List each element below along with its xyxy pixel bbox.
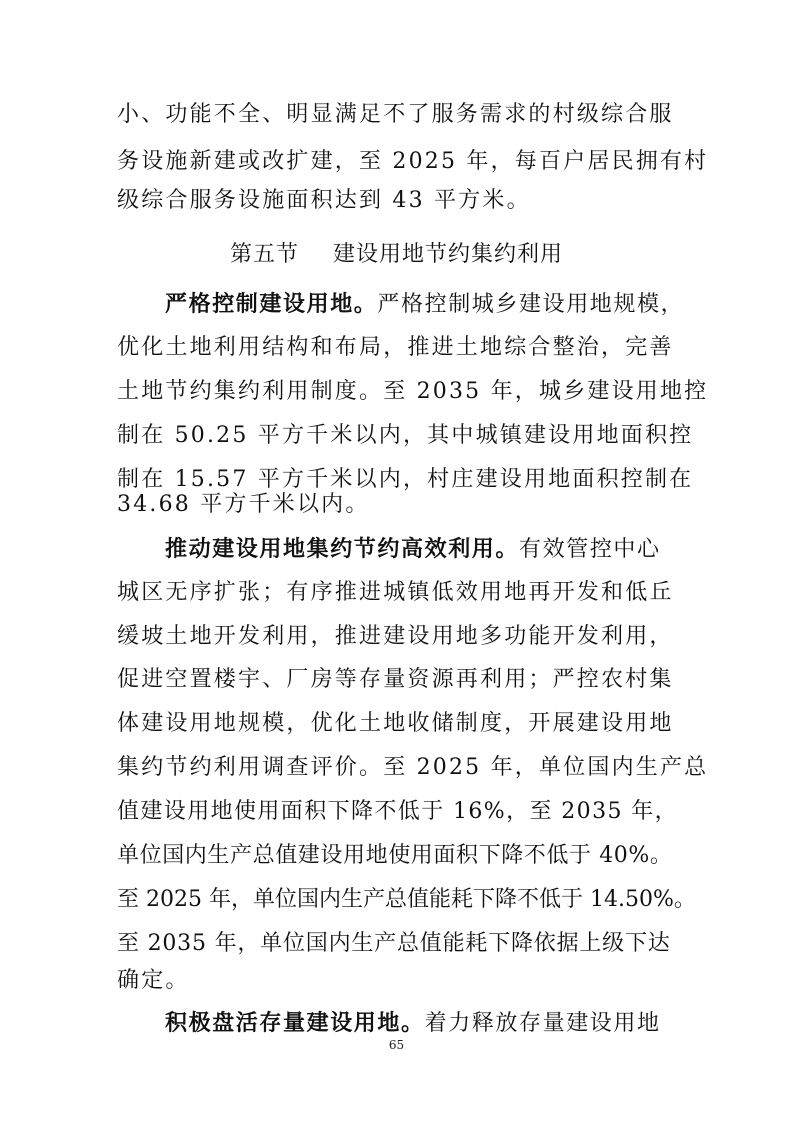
paragraph-first-line <box>165 289 684 320</box>
paragraph-line: 至 2035 年，单位国内生产总值能耗下降依据上级下达 <box>117 931 671 956</box>
paragraph-text: 着力释放存量建设用地 <box>424 1011 661 1036</box>
page-number: 65 <box>388 1038 405 1052</box>
paragraph-lead-bold: 积极盘活存量建设用地。 <box>165 1010 425 1036</box>
paragraph-line: 值建设用地使用面积下降不低于 16%，至 2035 年， <box>117 799 679 824</box>
paragraph-lead-bold: 推动建设用地集约节约高效利用。 <box>165 536 520 562</box>
paragraph-line: 级综合服务设施面积达到 43 平方米。 <box>117 188 531 213</box>
paragraph-first-line <box>165 1008 661 1039</box>
section-heading <box>230 240 563 270</box>
paragraph-line: 缓坡土地开发利用，推进建设用地多功能开发利用， <box>117 624 674 649</box>
paragraph-first-line <box>165 534 661 565</box>
paragraph-line: 34.68 平方千米以内。 <box>117 492 370 517</box>
paragraph-line: 优化土地利用结构和布局，推进土地综合整治，完善 <box>117 335 674 360</box>
paragraph-text: 有效管控中心 <box>519 537 661 562</box>
paragraph-line: 制在 50.25 平方千米以内，其中城镇建设用地面积控 <box>117 423 694 448</box>
paragraph-line: 体建设用地规模，优化土地收储制度，开展建设用地 <box>117 711 674 736</box>
section-number: 第五节 <box>230 242 300 267</box>
paragraph-line: 至 2025 年，单位国内生产总值能耗下降不低于 14.50%。 <box>117 887 696 912</box>
paragraph-line: 确定。 <box>117 968 190 993</box>
paragraph-line: 务设施新建或改扩建，至 2025 年，每百户居民拥有村 <box>117 149 709 174</box>
paragraph-text: 严格控制城乡建设用地规模， <box>377 292 685 317</box>
section-title: 建设用地节约集约利用 <box>333 242 564 267</box>
paragraph-line: 促进空置楼宇、厂房等存量资源再利用；严控农村集 <box>117 667 674 692</box>
paragraph-line: 土地节约集约利用制度。至 2035 年，城乡建设用地控 <box>117 379 709 404</box>
paragraph-line: 小、功能不全、明显满足不了服务需求的村级综合服 <box>117 102 674 127</box>
paragraph-line: 制在 15.57 平方千米以内，村庄建设用地面积控制在 <box>117 467 694 492</box>
paragraph-lead-bold: 严格控制建设用地。 <box>165 291 378 317</box>
paragraph-line: 城区无序扩张；有序推进城镇低效用地再开发和低丘 <box>117 580 674 605</box>
paragraph-line: 单位国内生产总值建设用地使用面积下降不低于 40%。 <box>117 843 673 868</box>
paragraph-line: 集约节约利用调查评价。至 2025 年，单位国内生产总 <box>117 755 709 780</box>
